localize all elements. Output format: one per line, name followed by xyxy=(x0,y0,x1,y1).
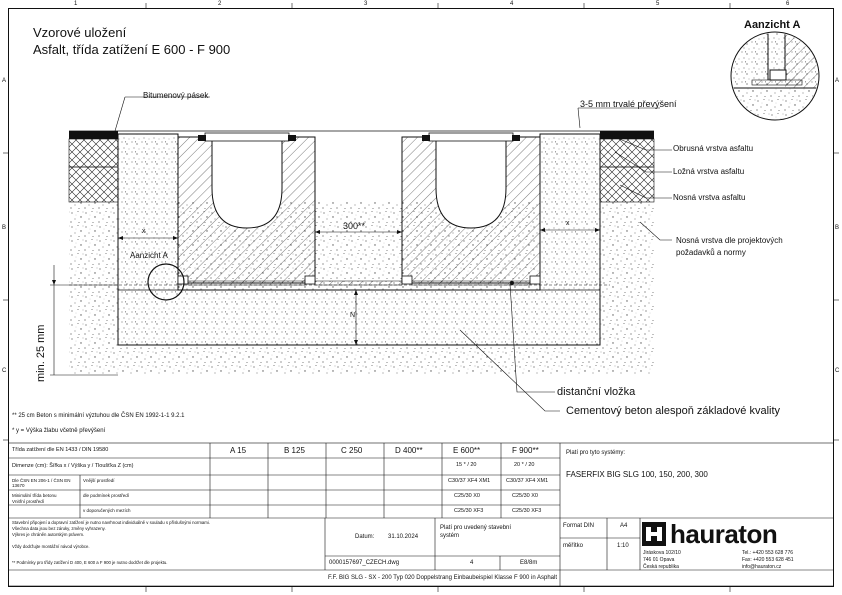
company-contact-1: Tel.: +420 553 628 776 xyxy=(742,550,794,556)
detail-view-a xyxy=(730,32,825,128)
table-load-class-header: Třída zatížení dle EN 1433 / DIN 19580 xyxy=(12,447,109,453)
dimension-spacing: 300** xyxy=(343,221,366,231)
grid-col-4: 4 xyxy=(510,1,514,7)
label-concrete: Cementový beton alespoň základové kvality xyxy=(566,405,781,417)
grid-row-b-right: B xyxy=(835,225,840,231)
dimension-x-left: x xyxy=(142,228,146,235)
drawing-title-line1: Vzorové uložení xyxy=(33,25,127,40)
grid-col-3: 3 xyxy=(364,1,368,7)
label-wearing-course: Obrusná vrstva asfaltu xyxy=(673,144,754,153)
date-label: Datum: xyxy=(355,534,375,540)
e600-value-3: C25/30 XF3 xyxy=(454,508,484,514)
load-class-e600: E 600** xyxy=(453,446,481,455)
spacer-left xyxy=(188,281,305,285)
company-address-1: Jiráskova 102/10 xyxy=(643,550,681,556)
fine-print-5: ** Podmínky pro třídy zatížení D 400, E 600 a F 900 je nutno dodržet dle projektu. xyxy=(12,560,168,565)
binder-course-right xyxy=(600,139,654,167)
label-binder-course: Ložná vrstva asfaltu xyxy=(673,167,745,176)
format-value: A4 xyxy=(620,523,628,529)
load-class-b125: B 125 xyxy=(284,446,305,455)
label-bitumen-strip: Bitumenový pásek xyxy=(143,91,209,100)
table-row-min-label: Minimální třída betonu xyxy=(12,493,57,498)
grid-col-6: 6 xyxy=(786,1,790,7)
hauraton-logo-mark xyxy=(642,522,666,546)
systems-value: FASERFIX BIG SLG 100, 150, 200, 300 xyxy=(566,470,708,479)
label-view-a: Aanzicht A xyxy=(130,251,168,260)
channel-right xyxy=(402,133,540,284)
table-row-env-sub: Vnější prostředí xyxy=(83,478,115,483)
scale-label: měřítko xyxy=(563,543,584,549)
company-contact-2: Fax: +420 553 628 451 xyxy=(742,557,794,563)
drawing-number: 0000157697_CZECH.dwg xyxy=(329,560,400,566)
grid-row-c: C xyxy=(2,368,7,374)
f900-value-1: C30/37 XF4 XM1 xyxy=(506,478,549,484)
grid-col-2: 2 xyxy=(218,1,222,7)
fine-print-2: Všechna data jsou bez záruky, změny vyhrazeny. xyxy=(12,526,106,531)
grid-col-5: 5 xyxy=(656,1,660,7)
fine-print-3: Výkres je chráněn autorským právem. xyxy=(12,532,85,537)
detail-view-title: Aanzicht A xyxy=(744,19,801,31)
label-base-course: Nosná vrstva asfaltu xyxy=(673,193,746,202)
dimension-n: N xyxy=(350,312,356,319)
grid-row-a: A xyxy=(2,78,7,84)
base-course-left xyxy=(69,167,118,202)
dimension-x-right: x xyxy=(566,220,570,227)
grid-row-b: B xyxy=(2,225,7,231)
dims-f900: 20 * / 20 xyxy=(514,462,535,468)
e600-value-2: C25/30 X0 xyxy=(454,493,480,499)
company-address-3: Česká republika xyxy=(643,564,679,570)
label-subbase: Nosná vrstva dle projektových požadavků a normy xyxy=(676,236,783,257)
fine-print-1: Stavební připojení a dopravní zatížení je nutno navrhnout individuálně v souladu s příslušnými normami. xyxy=(12,520,211,525)
grid-row-c-right: C xyxy=(835,368,840,374)
grid-row-a-right: A xyxy=(835,78,840,84)
drawing-title-line2: Asfalt, třída zatížení E 600 - F 900 xyxy=(33,42,231,57)
f900-value-3: C25/30 XF3 xyxy=(512,508,542,514)
channel-left xyxy=(178,133,315,284)
load-class-d400: D 400** xyxy=(395,446,423,455)
company-address-2: 746 01 Opava xyxy=(643,557,675,563)
label-overheight: 3-5 mm trvalé převýšení xyxy=(580,99,677,109)
f900-value-2: C25/30 X0 xyxy=(512,493,538,499)
company-contact-3: info@hauraton.cz xyxy=(742,564,782,570)
table-row-inner-sub: v doporučených mezích xyxy=(83,508,131,513)
validity-note: Platí pro uvedený stavební systém xyxy=(440,525,512,539)
load-class-c250: C 250 xyxy=(341,446,363,455)
wearing-course-right xyxy=(600,131,654,139)
e600-value-1: C30/37 XF4 XM1 xyxy=(448,478,491,484)
table-row-env-label: Dle ČSN EN 206-1 / ČSN EN 13670 xyxy=(12,478,71,488)
table-row-min-sub: dle podmínek prostředí xyxy=(83,493,130,498)
label-spacer: distanční vložka xyxy=(557,386,636,398)
note-channel-height: * y = Výška žlabu včetně převýšení xyxy=(12,428,106,434)
table-row-inner-label: Vnitřní prostředí xyxy=(12,499,45,504)
date-value: 31.10.2024 xyxy=(388,534,419,540)
sheet-number: 4 xyxy=(470,560,474,566)
footer-description: F.F. BIG SLG - SX - 200 Typ 020 Doppelstrang Einbaubeispiel Klasse F 900 in Asphalt xyxy=(328,575,558,581)
dimension-min-depth: min. 25 mm xyxy=(35,324,47,382)
binder-course-left xyxy=(69,139,118,167)
load-class-f900: F 900** xyxy=(512,446,539,455)
table-row-dimensions-label: Dimenze (cm): Šířka x / Výška y / Tloušťka Z (cm) xyxy=(12,463,134,469)
company-logo-text: hauraton xyxy=(670,519,778,549)
scale-value: 1:10 xyxy=(617,543,629,549)
wearing-course-left xyxy=(69,131,118,139)
revision: E8/8m xyxy=(520,560,538,566)
format-label: Format DIN xyxy=(563,523,595,529)
dims-e600: 15 * / 20 xyxy=(456,462,477,468)
note-concrete-reinforcement: ** 25 cm Beton s minimální výztuhou dle ČSN EN 1992-1-1 9.2.1 xyxy=(12,413,185,419)
systems-label: Platí pro tyto systémy: xyxy=(566,450,626,456)
grid-col-1: 1 xyxy=(74,1,78,7)
load-class-a15: A 15 xyxy=(230,446,247,455)
fine-print-4: Vždy dodržujte montážní návod výrobce. xyxy=(12,544,90,549)
